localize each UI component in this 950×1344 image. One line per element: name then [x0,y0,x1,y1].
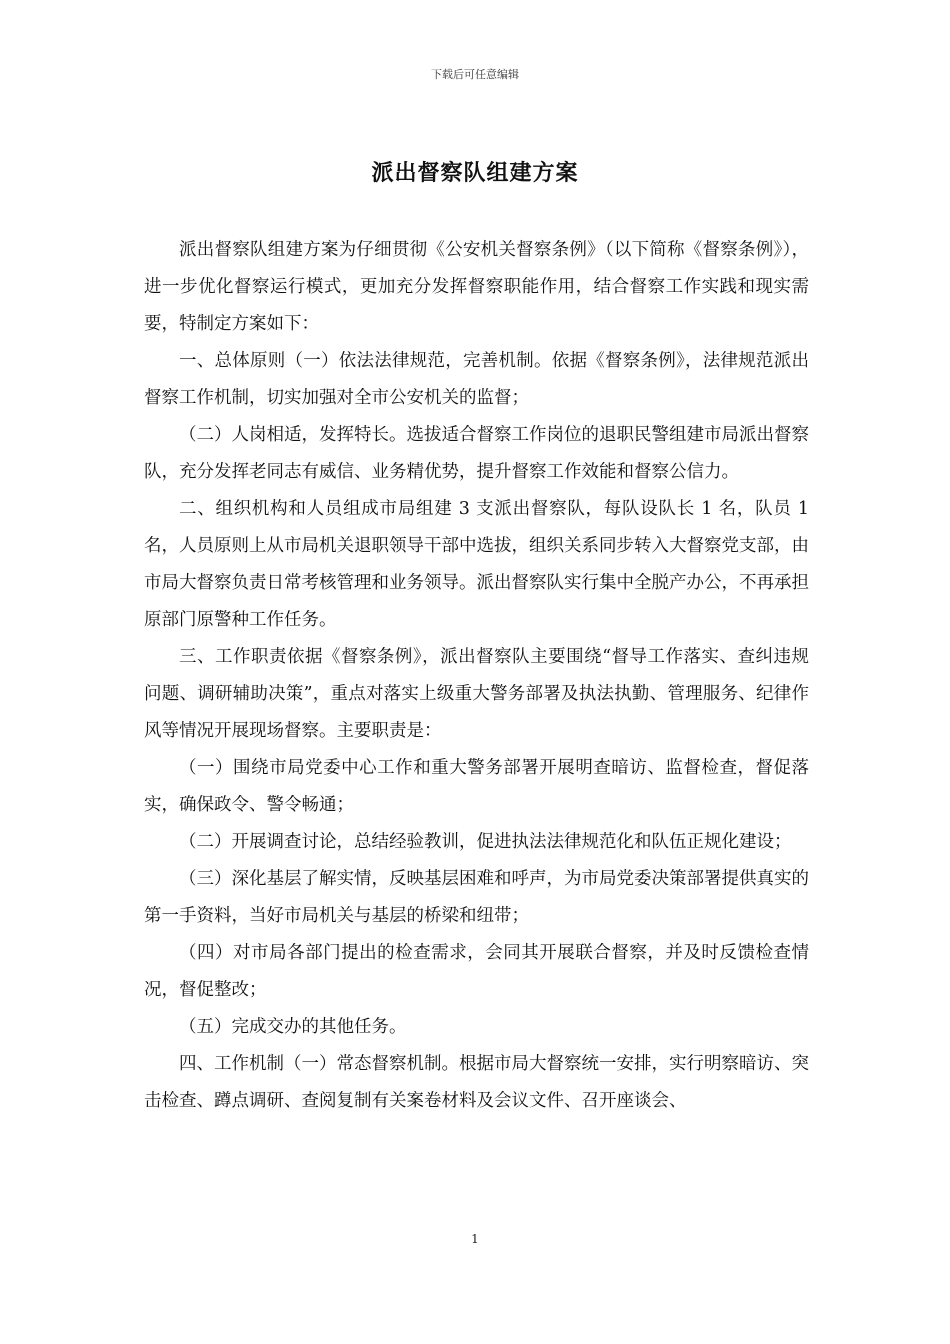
paragraph-intro: 派出督察队组建方案为仔细贯彻《公安机关督察条例》（以下简称《督察条例》），进一步优化督察运行模式，更加充分发挥督察职能作用，结合督察工作实践和现实需要，特制定方案如下： [144,240,809,334]
document-body [144,232,809,1120]
paragraph-duty-2: （二）开展调查讨论，总结经验教训，促进执法法律规范化和队伍正规化建设； [179,832,792,852]
paragraph-organization: 二、组织机构和人员组成市局组建 3 支派出督察队，每队设队长 1 名，队员 1 名，人员原则上从市局机关退职领导干部中选拔，组织关系同步转入大督察党支部，由市局大督察负责日常考核管理和业务领导。派出督察队实行集中全脱产办公，不再承担原部门原警种工作任务。 [144,499,809,630]
paragraph-duty-5: （五）完成交办的其他任务。 [179,1017,407,1037]
page-number: 1 [471,1232,479,1246]
paragraph-duty-4: （四）对市局各部门提出的检查需求，会同其开展联合督察，并及时反馈检查情况，督促整改； [144,943,809,1000]
paragraph-duty-1: （一）围绕市局党委中心工作和重大警务部署开展明查暗访、监督检查，督促落实，确保政令、警令畅通； [144,758,809,815]
paragraph-principle-1: 一、总体原则（一）依法法律规范，完善机制。依据《督察条例》，法律规范派出督察工作机制，切实加强对全市公安机关的监督； [144,351,809,408]
paragraph-duty-3: （三）深化基层了解实情，反映基层困难和呼声，为市局党委决策部署提供真实的第一手资料，当好市局机关与基层的桥梁和纽带； [144,869,809,926]
paragraph-duties: 三、工作职责依据《督察条例》，派出督察队主要围绕“督导工作落实、查纠违规问题、调研辅助决策”，重点对落实上级重大警务部署及执法执勤、管理服务、纪律作风等情况开展现场督察。主要职责是： [144,647,809,741]
paragraph-mechanism: 四、工作机制（一）常态督察机制。根据市局大督察统一安排，实行明察暗访、突击检查、蹲点调研、查阅复制有关案卷材料及会议文件、召开座谈会、 [144,1054,809,1111]
document-title: 派出督察队组建方案 [371,161,579,186]
header-note: 下载后可任意编辑 [431,68,519,81]
paragraph-principle-2: （二）人岗相适，发挥特长。选拔适合督察工作岗位的退职民警组建市局派出督察队，充分发挥老同志有威信、业务精优势，提升督察工作效能和督察公信力。 [144,425,809,482]
